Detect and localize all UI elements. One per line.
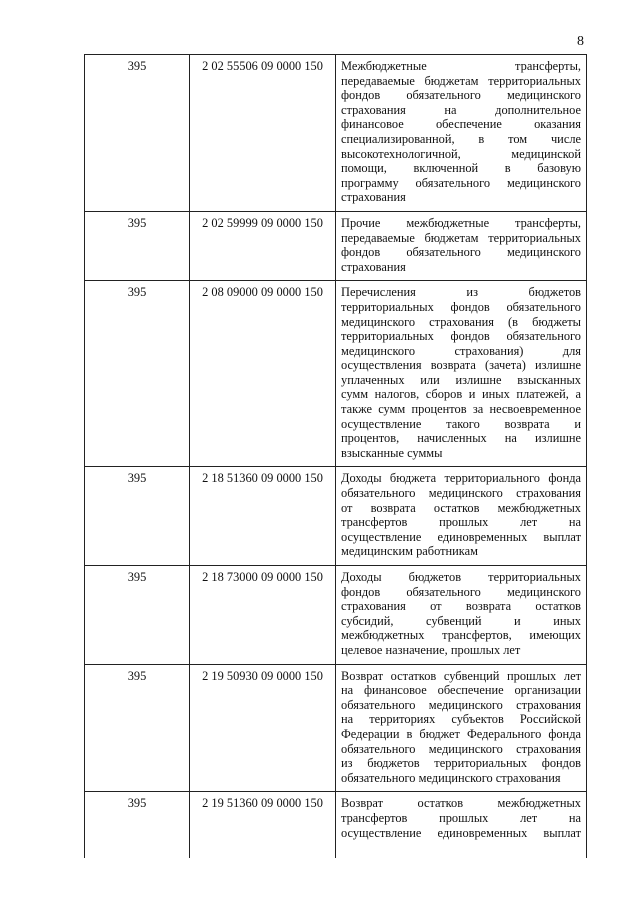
budget-codes-table bbox=[84, 54, 587, 858]
description-line: обязательного медицинского страхования bbox=[341, 741, 581, 756]
description-line: фондов обязательного медицинского bbox=[341, 88, 581, 103]
budget-classification-code-cell: 2 08 09000 09 0000 150 bbox=[190, 281, 336, 467]
description-line: межбюджетных трансфертов, имеющих bbox=[341, 628, 581, 643]
admin-code-cell: 395 bbox=[85, 792, 190, 859]
income-description-cell bbox=[336, 211, 587, 280]
description-line: также сумм процентов за несвоевременное bbox=[341, 402, 581, 417]
description-line: осуществление единовременных выплат bbox=[341, 825, 581, 840]
description-line: осуществление единовременных выплат bbox=[341, 529, 581, 544]
description-line: целевое назначение, прошлых лет bbox=[341, 642, 521, 657]
description-line: Доходы бюджета территориального фонда bbox=[341, 471, 581, 486]
income-description-cell bbox=[336, 467, 587, 566]
description-line: передаваемые бюджетам территориальных bbox=[341, 73, 581, 88]
description-line: трансфертов прошлых лет на bbox=[341, 810, 581, 825]
description-line: обязательного медицинского страхования bbox=[341, 770, 561, 785]
description-line: из бюджетов территориальных фондов bbox=[341, 756, 581, 771]
description-line: передаваемые бюджетам территориальных bbox=[341, 230, 581, 245]
description-line: медицинским работникам bbox=[341, 544, 478, 559]
description-line: сумм налогов, сборов и иных платежей, а bbox=[341, 387, 581, 402]
description-line: Межбюджетные трансферты, bbox=[341, 59, 581, 73]
description-line: осуществление такого возврата и bbox=[341, 416, 581, 431]
income-description-cell bbox=[336, 281, 587, 467]
description-line: Прочие межбюджетные трансферты, bbox=[341, 215, 581, 230]
description-line: территориальных фондов обязательного bbox=[341, 299, 581, 314]
admin-code-cell: 395 bbox=[85, 566, 190, 665]
table-body bbox=[85, 55, 587, 859]
description-line: специализированной, в том числе bbox=[341, 131, 581, 146]
admin-code-cell: 395 bbox=[85, 211, 190, 280]
table-row bbox=[85, 467, 587, 566]
description-line: обязательного медицинского страхования bbox=[341, 486, 581, 501]
description-line: Перечисления из бюджетов bbox=[341, 285, 581, 300]
description-line: процентов, начисленных на излишне bbox=[341, 431, 581, 446]
description-line: Доходы бюджетов территориальных bbox=[341, 570, 581, 584]
description-line: медицинского страхования (в бюджеты bbox=[341, 314, 581, 329]
table-row bbox=[85, 281, 587, 467]
description-line: Федерации в бюджет Федерального фонда bbox=[341, 726, 581, 741]
description-line: страхования bbox=[341, 259, 406, 274]
description-line: фондов обязательного медицинского bbox=[341, 245, 581, 260]
income-description-cell bbox=[336, 566, 587, 665]
description-line: субсидий, субвенций и иных bbox=[341, 613, 581, 628]
description-line: Возврат остатков межбюджетных bbox=[341, 796, 581, 811]
admin-code-cell: 395 bbox=[85, 281, 190, 467]
description-line: уплаченных или излишне взысканных bbox=[341, 372, 581, 387]
description-line: Возврат остатков субвенций прошлых лет bbox=[341, 668, 581, 683]
description-line: медицинского страхования) для bbox=[341, 343, 581, 358]
table-row bbox=[85, 664, 587, 792]
income-description-cell bbox=[336, 664, 587, 792]
budget-classification-code-cell: 2 19 51360 09 0000 150 bbox=[190, 792, 336, 859]
page-number: 8 bbox=[577, 34, 584, 49]
budget-classification-code-cell: 2 02 55506 09 0000 150 bbox=[190, 55, 336, 212]
table-row bbox=[85, 55, 587, 212]
description-line: страхования bbox=[341, 190, 406, 205]
description-line: осуществления возврата (зачета) излишне bbox=[341, 358, 581, 373]
description-line: от возврата остатков межбюджетных bbox=[341, 500, 581, 515]
admin-code-cell: 395 bbox=[85, 467, 190, 566]
budget-classification-code-cell: 2 18 73000 09 0000 150 bbox=[190, 566, 336, 665]
description-line: взысканные суммы bbox=[341, 445, 443, 460]
budget-classification-code-cell: 2 19 50930 09 0000 150 bbox=[190, 664, 336, 792]
table-row bbox=[85, 566, 587, 665]
description-line: трансфертов прошлых лет на bbox=[341, 515, 581, 530]
admin-code-cell: 395 bbox=[85, 664, 190, 792]
income-description-cell bbox=[336, 55, 587, 212]
table-row bbox=[85, 211, 587, 280]
description-line: на финансовое обеспечение организации bbox=[341, 683, 581, 698]
description-line: программу обязательного медицинского bbox=[341, 175, 581, 190]
description-line: страхования от возврата остатков bbox=[341, 599, 581, 614]
description-line: обязательного медицинского страхования bbox=[341, 697, 581, 712]
description-line: территориальных фондов обязательного bbox=[341, 329, 581, 344]
budget-classification-code-cell: 2 18 51360 09 0000 150 bbox=[190, 467, 336, 566]
description-line: фондов обязательного медицинского bbox=[341, 584, 581, 599]
description-line: страхования на дополнительное bbox=[341, 102, 581, 117]
description-line: помощи, включенной в базовую bbox=[341, 161, 581, 176]
admin-code-cell: 395 bbox=[85, 55, 190, 212]
budget-classification-code-cell: 2 02 59999 09 0000 150 bbox=[190, 211, 336, 280]
description-line: на территориях субъектов Российской bbox=[341, 712, 581, 727]
description-line: высокотехнологичной, медицинской bbox=[341, 146, 581, 161]
income-description-cell bbox=[336, 792, 587, 859]
description-line: финансовое обеспечение оказания bbox=[341, 117, 581, 132]
table-row bbox=[85, 792, 587, 859]
